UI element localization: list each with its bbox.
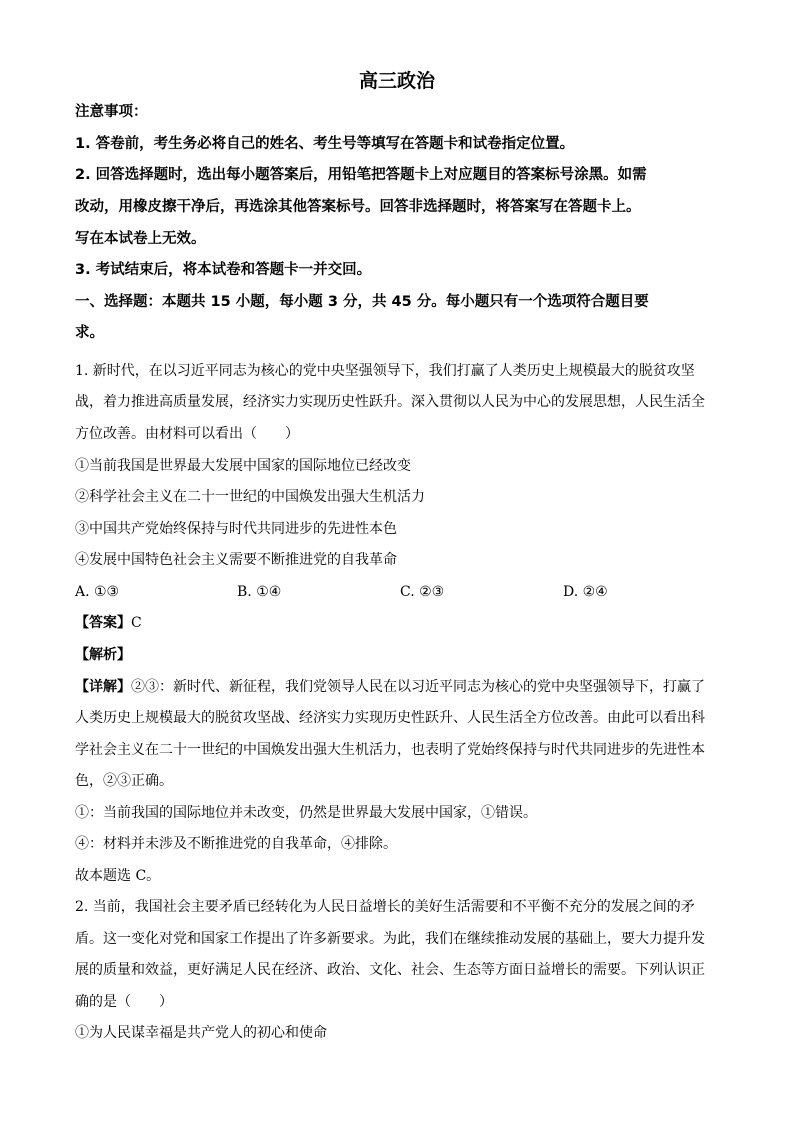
- question-1-statement: ①当前我国是世界最大发展中国家的国际地位已经改变: [75, 458, 411, 474]
- question-1-statement: ④发展中国特色社会主义需要不断推进党的自我革命: [75, 552, 397, 568]
- answer-tag: 【答案】: [75, 615, 131, 631]
- notice-line: 1. 答卷前，考生务必将自己的姓名、考生号等填写在答题卡和试卷指定位置。: [75, 136, 575, 152]
- detail-line: 色，②③正确。: [75, 773, 173, 789]
- detail-line: 学社会主义在二十一世纪的中国焕发出强大生机活力，也表明了党始终保持与时代共同进步的先进性本: [75, 742, 705, 758]
- analysis-tag: 【解析】: [75, 647, 131, 663]
- question-2-stem: 确的是（ ）: [75, 994, 173, 1010]
- option-c: C. ②③: [400, 584, 445, 600]
- question-1-statement: ②科学社会主义在二十一世纪的中国焕发出强大生机活力: [75, 489, 425, 505]
- detail-line: [75, 678, 705, 696]
- section-heading-cont: 求。: [75, 325, 104, 341]
- question-2-stem: 2. 当前，我国社会主要矛盾已经转化为人民日益增长的美好生活需要和不平衡不充分的发展之间的矛: [75, 899, 695, 915]
- question-2-statement: ①为人民谋幸福是共产党人的初心和使命: [75, 1025, 327, 1041]
- notice-line: 改动，用橡皮擦干净后，再选涂其他答案标号。回答非选择题时，将答案写在答题卡上。: [75, 199, 641, 215]
- notice-heading: 注意事项：: [75, 104, 148, 120]
- page-title: 高三政治: [358, 70, 435, 92]
- question-2-stem: 盾。这一变化对党和国家工作提出了许多新要求。为此，我们在继续推动发展的基础上，要大力提升发: [75, 931, 705, 947]
- detail-conclusion: 故本题选 C。: [75, 868, 161, 884]
- detail-text: ②③：新时代、新征程，我们党领导人民在以习近平同志为核心的党中央坚强领导下，打赢了: [131, 679, 705, 695]
- notice-line: 3. 考试结束后，将本试卷和答题卡一并交回。: [75, 262, 372, 278]
- answer-line: [75, 614, 142, 632]
- notice-line: 2. 回答选择题时，选出每小题答案后，用铅笔把答题卡上对应题目的答案标号涂黑。如需: [75, 167, 647, 183]
- section-heading: 一、选择题：本题共 15 小题，每小题 3 分，共 45 分。每小题只有一个选项符合题目要: [75, 294, 649, 310]
- option-a: A. ①③: [75, 584, 120, 600]
- detail-line: ④：材料并未涉及不断推进党的自我革命，④排除。: [75, 836, 397, 852]
- question-2-stem: 展的质量和效益，更好满足人民在经济、政治、文化、社会、生态等方面日益增长的需要。下列认识正: [75, 962, 705, 978]
- option-d: D. ②④: [563, 584, 608, 600]
- detail-line: 人类历史上规模最大的脱贫攻坚战、经济实力实现历史性跃升、人民生活全方位改善。由此可以看出科: [75, 710, 705, 726]
- analysis-line: [75, 646, 131, 664]
- option-b: B. ①④: [237, 584, 282, 600]
- question-1-statement: ③中国共产党始终保持与时代共同进步的先进性本色: [75, 521, 397, 537]
- notice-line: 写在本试卷上无效。: [75, 231, 206, 247]
- detail-line: ①：当前我国的国际地位并未改变，仍然是世界最大发展中国家，①错误。: [75, 805, 537, 821]
- detail-tag: 【详解】: [75, 679, 131, 695]
- question-1-stem: 方位改善。由材料可以看出（ ）: [75, 426, 299, 442]
- answer-value: C: [131, 615, 142, 631]
- question-1-stem: 战，着力推进高质量发展，经济实力实现历史性跃升。深入贯彻以人民为中心的发展思想，人民生活全: [75, 394, 705, 410]
- question-1-stem: 1. 新时代，在以习近平同志为核心的党中央坚强领导下，我们打赢了人类历史上规模最大的脱贫攻坚: [75, 363, 695, 379]
